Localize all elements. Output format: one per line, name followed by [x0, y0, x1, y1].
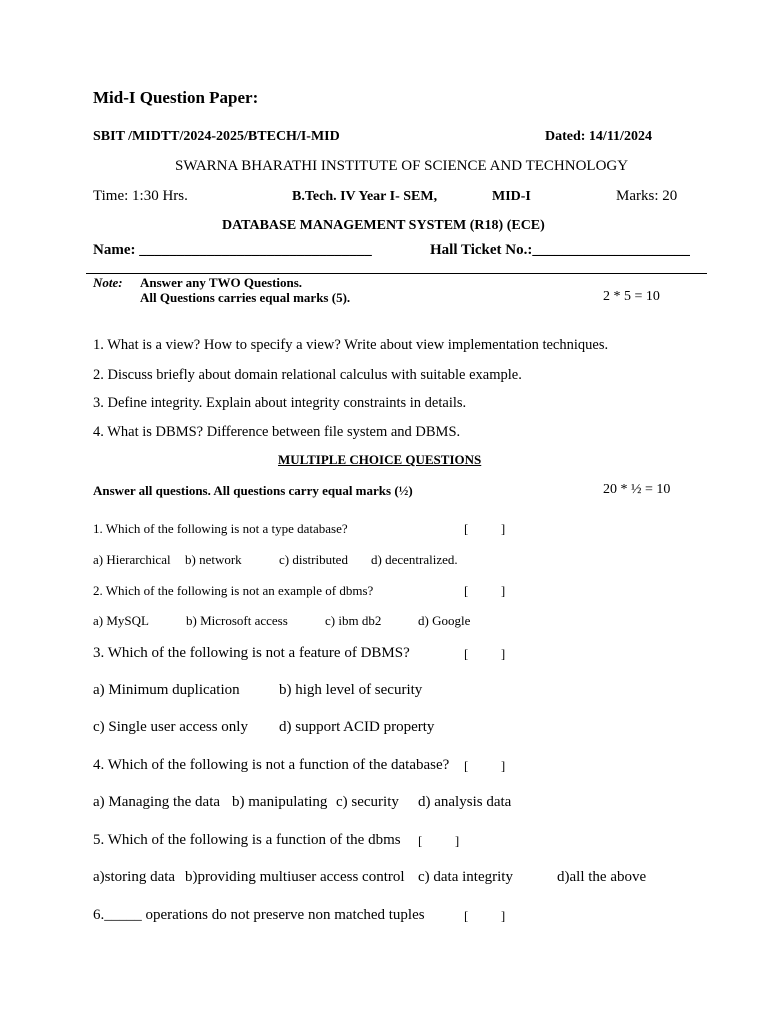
- mcq-1-answer-box: [ ]: [464, 521, 506, 536]
- mcq-2-question: 2. Which of the following is not an example of dbms?: [93, 583, 374, 598]
- mcq-3-option-b: b) high level of security: [279, 682, 423, 698]
- mcq-3-option-a: a) Minimum duplication: [93, 682, 240, 698]
- mcq-2-option-a: a) MySQL: [93, 613, 149, 628]
- mcq-5-question: 5. Which of the following is a function of the dbms: [93, 832, 401, 848]
- course: B.Tech. IV Year I- SEM,: [292, 189, 438, 204]
- mcq-1-question: 1. Which of the following is not a type database?: [93, 521, 348, 536]
- mcq-1-option-d: d) decentralized.: [371, 552, 458, 567]
- institute-name: SWARNA BHARATHI INSTITUTE OF SCIENCE AND TECHNOLOGY: [175, 158, 629, 174]
- subject-title: DATABASE MANAGEMENT SYSTEM (R18) (ECE): [222, 218, 545, 233]
- note-marks: 2 * 5 = 10: [603, 289, 660, 304]
- mcq-4-question: 4. Which of the following is not a function of the database?: [93, 757, 450, 773]
- mcq-2-option-d: d) Google: [418, 613, 471, 628]
- exam-time: Time: 1:30 Hrs.: [93, 188, 188, 204]
- question-1: 1. What is a view? How to specify a view? Write about view implementation techniques.: [93, 337, 609, 353]
- name-field: Name: _______________________________: [93, 242, 372, 258]
- mcq-4-option-d: d) analysis data: [418, 794, 512, 810]
- mcq-3-answer-box: [ ]: [464, 646, 506, 661]
- dated: Dated: 14/11/2024: [545, 129, 652, 144]
- mcq-2-option-b: b) Microsoft access: [186, 613, 288, 628]
- mcq-4-answer-box: [ ]: [464, 758, 506, 773]
- mcq-1-option-b: b) network: [185, 552, 242, 567]
- mcq-4-option-b: b) manipulating: [232, 794, 328, 810]
- page-heading: Mid-I Question Paper:: [93, 88, 259, 107]
- mcq-4-option-a: a) Managing the data: [93, 794, 221, 810]
- note-label: Note:: [93, 275, 123, 290]
- note-line-2: All Questions carries equal marks (5).: [140, 290, 351, 305]
- mcq-1-option-c: c) distributed: [279, 552, 348, 567]
- hall-ticket-field: Hall Ticket No.:_____________________: [430, 242, 690, 258]
- divider-line: [86, 273, 707, 274]
- mcq-1-option-a: a) Hierarchical: [93, 552, 171, 567]
- total-marks: Marks: 20: [616, 188, 678, 204]
- mcq-5-answer-box: [ ]: [418, 833, 460, 848]
- mcq-heading: MULTIPLE CHOICE QUESTIONS: [278, 452, 482, 467]
- mcq-4-option-c: c) security: [336, 794, 399, 810]
- mcq-5-option-c: c) data integrity: [418, 869, 513, 885]
- mcq-2-answer-box: [ ]: [464, 583, 506, 598]
- reference-code: SBIT /MIDTT/2024-2025/BTECH/I-MID: [93, 129, 340, 144]
- question-4: 4. What is DBMS? Difference between file system and DBMS.: [93, 424, 461, 440]
- mcq-instruction: Answer all questions. All questions carry equal marks (½): [93, 483, 413, 498]
- question-2: 2. Discuss briefly about domain relational calculus with suitable example.: [93, 367, 522, 383]
- mcq-6-question: 6._____ operations do not preserve non matched tuples: [93, 907, 425, 923]
- mcq-2-option-c: c) ibm db2: [325, 613, 382, 628]
- mcq-3-option-d: d) support ACID property: [279, 719, 435, 735]
- mcq-5-option-d: d)all the above: [557, 869, 647, 885]
- question-3: 3. Define integrity. Explain about integrity constraints in details.: [93, 395, 467, 411]
- mcq-3-option-c: c) Single user access only: [93, 719, 248, 735]
- mcq-5-option-b: b)providing multiuser access control: [185, 869, 405, 885]
- mcq-marks: 20 * ½ = 10: [603, 482, 671, 497]
- mcq-6-answer-box: [ ]: [464, 908, 506, 923]
- mcq-3-question: 3. Which of the following is not a feature of DBMS?: [93, 645, 410, 661]
- mcq-5-option-a: a)storing data: [93, 869, 176, 885]
- exam-type: MID-I: [492, 189, 531, 204]
- note-line-1: Answer any TWO Questions.: [140, 275, 303, 290]
